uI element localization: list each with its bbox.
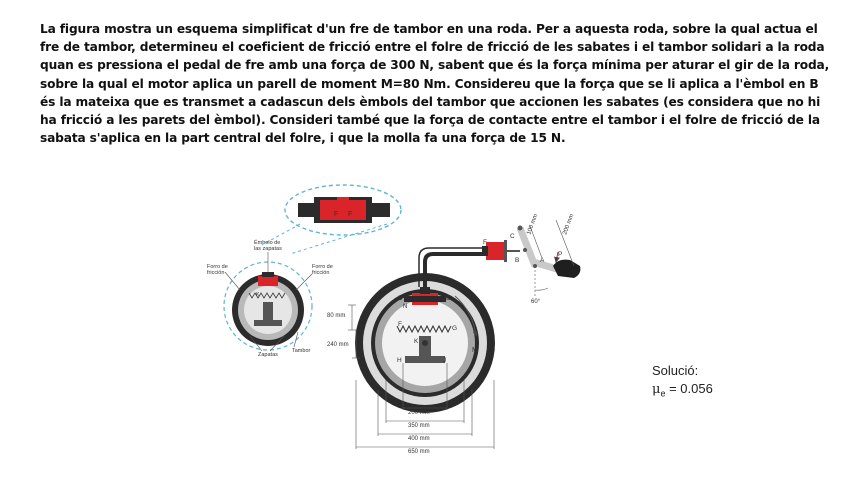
spring-label: K [414, 338, 419, 345]
pedal-point-c: C [510, 233, 515, 240]
solution-box [652, 362, 713, 403]
point-label-f: F [398, 321, 402, 328]
dim-80: 80 mm [327, 313, 346, 319]
pedal-dim-200: 200 mm [562, 213, 576, 236]
point-label-h: H [397, 357, 402, 364]
dim-350: 350 mm [408, 423, 430, 429]
solution-label: Solució: [652, 363, 699, 378]
lining-label-right-2: fricción [312, 270, 330, 276]
solution-result [652, 380, 713, 403]
solution-value: = 0.056 [669, 381, 713, 396]
pedal-force-f: F [483, 239, 487, 246]
drum-label: Tambor [292, 348, 311, 354]
mu-subscript: e [660, 388, 666, 399]
piston-label-2: las zapatas [254, 246, 282, 252]
point-label-d: D [398, 295, 403, 302]
point-label-g: G [452, 325, 458, 332]
main-brake-schematic [327, 273, 495, 455]
piston-label-1: Émbolo de [254, 240, 281, 246]
point-label-n: N [403, 304, 408, 310]
point-label-e: E [446, 295, 451, 302]
dim-650: 650 mm [408, 449, 430, 455]
force-label-right: F [348, 211, 353, 218]
problem-line: sabata s'aplica en la part central del folre, i que la molla fa una força de 15 N. [40, 131, 566, 146]
small-spring-label: K [256, 292, 260, 298]
shoes-label: Zapatas [258, 352, 278, 358]
small-brake-schematic [207, 239, 333, 358]
pedal-point-a: A [540, 257, 545, 264]
dim-240: 240 mm [327, 342, 349, 348]
pedal-point-b: B [515, 257, 520, 264]
torque-label: M [472, 347, 478, 354]
problem-line: La figura mostra un esquema simplificat d'un fre de tambor en una roda. Per a aquesta roda, sobre la qual actua el [40, 22, 818, 36]
pedal-force-p: P [558, 251, 563, 258]
piston-detail-callout [262, 185, 401, 254]
problem-line: quan es pressiona el pedal de fre amb una força de 300 N, sabent que és la força mínima per aturar el gir de la roda, [40, 58, 830, 73]
lining-label-left-2: fricción [207, 270, 225, 276]
point-label-j: J [443, 357, 447, 364]
lining-label-left-1: Forro de [207, 264, 228, 270]
problem-line: sobre la qual el motor aplica un parell de moment M=80 Nm. Considereu que la força que se li aplica a l'èmbol en B [40, 76, 819, 91]
problem-line: fre de tambor, determineu el coeficient de fricció entre el folre de fricció de les sabates i el tambor solidari a la roda [40, 40, 825, 55]
mu-symbol: μ [652, 382, 661, 397]
force-label-left: F [334, 211, 339, 218]
pedal-dim-100: 100 mm [526, 213, 540, 236]
lining-label-right-1: Forro de [312, 264, 333, 270]
dim-400: 400 mm [408, 436, 430, 442]
dim-200: 200 mm [408, 410, 430, 416]
pedal-mechanism [482, 213, 580, 305]
problem-line: ha fricció a les parets del èmbol). Consideri també que la força de contacte entre el tambor i el folre de fricció de la [40, 113, 820, 128]
problem-line: és la mateixa que es transmet a cadascun dels èmbols del tambor que accionen les sabates (es considera que no hi [40, 94, 821, 109]
pedal-angle-label: 60° [531, 299, 541, 305]
